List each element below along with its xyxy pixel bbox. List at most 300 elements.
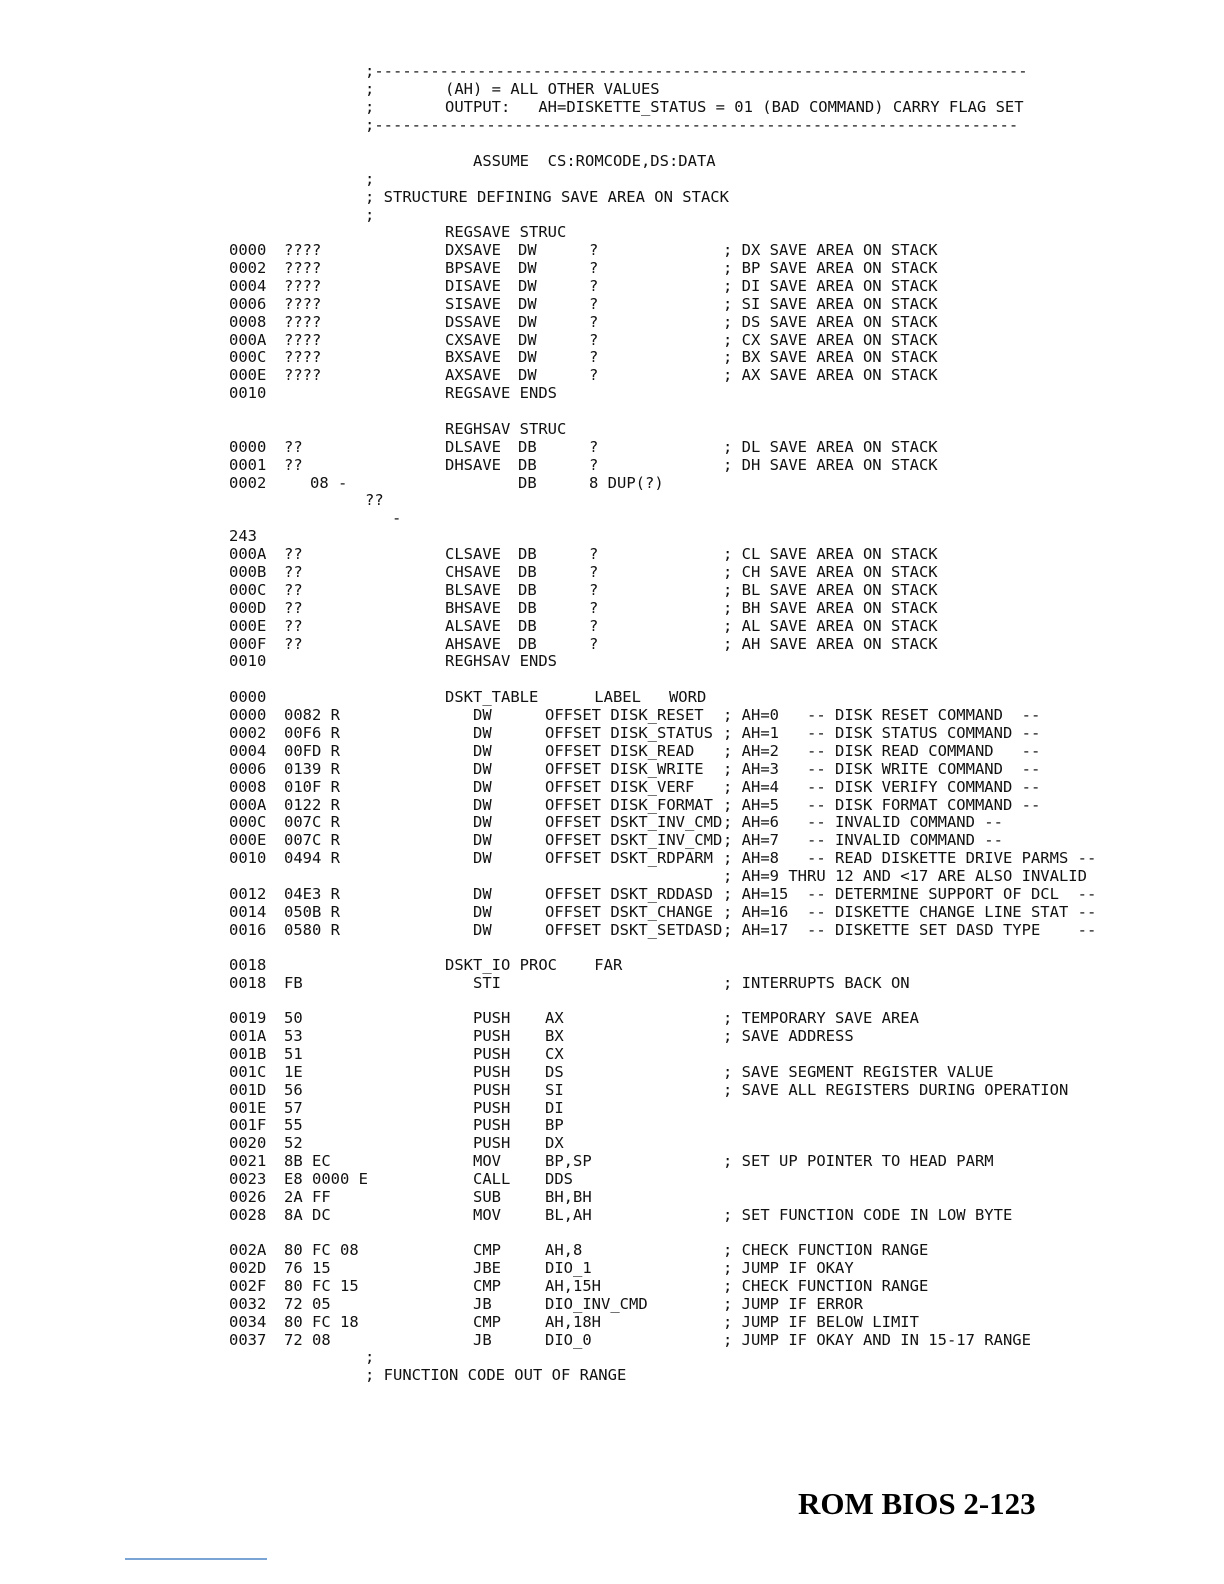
- object-code: ??: [284, 455, 303, 474]
- operand: BX: [545, 1026, 564, 1045]
- operand: ?: [589, 241, 599, 259]
- comment: ; CHECK FUNCTION RANGE: [723, 1276, 929, 1295]
- object-code: 007C R: [284, 831, 340, 850]
- mnemonic: MOV: [473, 1152, 501, 1171]
- comment: ; BP SAVE AREA ON STACK: [723, 258, 938, 277]
- operand: AH,8: [545, 1241, 583, 1259]
- struct-comment-blank: [0, 170, 1224, 188]
- dup-end-line: [0, 527, 1224, 545]
- object-code: 8B EC: [284, 1152, 331, 1171]
- code-line: [0, 849, 1224, 867]
- operand: ?: [589, 258, 599, 277]
- object-code: 80 FC 08: [284, 1241, 359, 1259]
- object-code: 050B R: [284, 902, 340, 921]
- object-code: ??: [284, 438, 303, 456]
- code-line: [0, 1152, 1224, 1170]
- header-rule-bottom: [0, 116, 1224, 134]
- address: 002A: [229, 1241, 267, 1259]
- semicolon: ;: [365, 98, 375, 116]
- directive: DB: [518, 616, 537, 635]
- object-code: 0139 R: [284, 759, 340, 778]
- object-code: 72 05: [284, 1294, 331, 1313]
- comment: ; CH SAVE AREA ON STACK: [723, 562, 938, 581]
- dup-line: [0, 474, 1224, 492]
- code-line: [0, 778, 1224, 796]
- mnemonic: PUSH: [473, 1080, 511, 1099]
- operand: OFFSET DISK_RESET: [545, 706, 704, 724]
- comment: ; AH=4 -- DISK VERIFY COMMAND --: [723, 777, 1041, 796]
- code-line: [0, 885, 1224, 903]
- code-line: [0, 1331, 1224, 1349]
- object-code: ????: [284, 330, 322, 349]
- mnemonic: DW: [473, 741, 492, 760]
- address: 000C: [229, 348, 267, 367]
- comment: ; INTERRUPTS BACK ON: [723, 974, 910, 992]
- header-line-1: [0, 80, 1224, 98]
- code-line: [0, 742, 1224, 760]
- address: 0000: [229, 706, 267, 724]
- code-line: [0, 760, 1224, 778]
- struc-field-line: [0, 617, 1224, 635]
- code-line: [0, 1081, 1224, 1099]
- directive: DB: [518, 545, 537, 563]
- address: 0000: [229, 438, 267, 456]
- address: 000A: [229, 795, 267, 814]
- comment-text: ; FUNCTION CODE OUT OF RANGE: [365, 1366, 627, 1384]
- object-code: ????: [284, 348, 322, 367]
- address: 0019: [229, 1009, 267, 1027]
- struc-field-line: [0, 599, 1224, 617]
- comment: ; TEMPORARY SAVE AREA: [723, 1009, 919, 1027]
- code-line: [0, 1116, 1224, 1134]
- code-line: [0, 724, 1224, 742]
- code-line: [0, 1170, 1224, 1188]
- operand: SI: [545, 1080, 564, 1099]
- comment: ; AH=16 -- DISKETTE CHANGE LINE STAT --: [723, 902, 1097, 921]
- field-label: BPSAVE: [445, 258, 501, 277]
- operand: 8 DUP(?): [589, 474, 664, 492]
- code-line: [0, 903, 1224, 921]
- operand: AH,18H: [545, 1312, 601, 1331]
- operand: OFFSET DISK_STATUS: [545, 723, 713, 742]
- struc-field-line: [0, 438, 1224, 456]
- code-line: [0, 813, 1224, 831]
- address: 002F: [229, 1276, 267, 1295]
- code-line: [0, 1313, 1224, 1331]
- comment: ; BX SAVE AREA ON STACK: [723, 348, 938, 367]
- field-label: BLSAVE: [445, 580, 501, 599]
- address: 0010: [229, 384, 267, 402]
- struc-field-line: [0, 581, 1224, 599]
- object-code: 010F R: [284, 777, 340, 796]
- field-label: CXSAVE: [445, 330, 501, 349]
- directive: DW: [518, 276, 537, 295]
- semicolon: ;: [365, 170, 375, 188]
- mnemonic: PUSH: [473, 1009, 511, 1027]
- object-code: 0122 R: [284, 795, 340, 814]
- object-code: 0082 R: [284, 706, 340, 724]
- operand: OFFSET DISK_FORMAT: [545, 795, 713, 814]
- struct-comment-blank: [0, 206, 1224, 224]
- object-code: 00FD R: [284, 741, 340, 760]
- directive: DW: [518, 258, 537, 277]
- address: 0000: [229, 688, 267, 706]
- comment: ; BL SAVE AREA ON STACK: [723, 580, 938, 599]
- struc-header: REGSAVE STRUC: [445, 223, 567, 241]
- address: 000C: [229, 580, 267, 599]
- code-line: [0, 1009, 1224, 1027]
- operand: DDS: [545, 1170, 573, 1189]
- ends-text: REGSAVE ENDS: [445, 384, 557, 402]
- field-label: DISAVE: [445, 276, 501, 295]
- dskt-table-header: [0, 688, 1224, 706]
- address: 0023: [229, 1170, 267, 1189]
- dup-dash: -: [392, 509, 402, 527]
- comment: ; AH=7 -- INVALID COMMAND --: [723, 831, 1003, 850]
- address: 0004: [229, 276, 267, 295]
- address: 0002: [229, 474, 267, 492]
- object-code: 56: [284, 1080, 303, 1099]
- comment: ; AX SAVE AREA ON STACK: [723, 366, 938, 385]
- address: 001D: [229, 1080, 267, 1099]
- mnemonic: DW: [473, 759, 492, 778]
- operand: BH,BH: [545, 1188, 592, 1206]
- address: 0018: [229, 956, 267, 974]
- object-code: ????: [284, 312, 322, 331]
- operand: DIO_0: [545, 1330, 592, 1349]
- address: 002D: [229, 1258, 267, 1277]
- address: 0002: [229, 723, 267, 742]
- directive: DW: [518, 348, 537, 367]
- address: 0008: [229, 312, 267, 331]
- comment: ; JUMP IF OKAY: [723, 1258, 854, 1277]
- decorative-underline: [125, 1558, 267, 1560]
- mnemonic: CALL: [473, 1170, 511, 1189]
- object-code: 72 08: [284, 1330, 331, 1349]
- address: 0032: [229, 1294, 267, 1313]
- address: 0001: [229, 455, 267, 474]
- address: 0021: [229, 1152, 267, 1171]
- page-footer: ROM BIOS 2-123: [798, 1486, 1036, 1521]
- mnemonic: CMP: [473, 1241, 501, 1259]
- comment: ; DS SAVE AREA ON STACK: [723, 312, 938, 331]
- code-line: [0, 974, 1224, 992]
- operand: ?: [589, 330, 599, 349]
- field-label: DLSAVE: [445, 438, 501, 456]
- directive: DW: [518, 330, 537, 349]
- ends-text: REGHSAV ENDS: [445, 652, 557, 670]
- field-label: AHSAVE: [445, 634, 501, 653]
- object-code: ??: [284, 562, 303, 581]
- object-code: 04E3 R: [284, 885, 340, 903]
- directive: DB: [518, 580, 537, 599]
- operand: OFFSET DSKT_RDPARM: [545, 849, 713, 868]
- directive: DB: [518, 438, 537, 456]
- label-header: DSKT_TABLE LABEL WORD: [445, 688, 707, 706]
- operand: ?: [589, 455, 599, 474]
- object-code: ????: [284, 241, 322, 259]
- address: 000E: [229, 831, 267, 850]
- mnemonic: DW: [473, 902, 492, 921]
- dup-dash-line: [0, 509, 1224, 527]
- address: 0012: [229, 885, 267, 903]
- address: 000C: [229, 813, 267, 832]
- field-label: BXSAVE: [445, 348, 501, 367]
- address: 000E: [229, 366, 267, 385]
- code-line: [0, 1027, 1224, 1045]
- directive: DW: [518, 366, 537, 385]
- dskt-io-proc: [0, 956, 1224, 974]
- comment: ; CHECK FUNCTION RANGE: [723, 1241, 929, 1259]
- comment: ; AH=3 -- DISK WRITE COMMAND --: [723, 759, 1041, 778]
- address: 0028: [229, 1205, 267, 1224]
- code-line: [0, 831, 1224, 849]
- code-line: [0, 1206, 1224, 1224]
- operand: CX: [545, 1044, 564, 1063]
- operand: ?: [589, 545, 599, 563]
- semicolon: ;: [365, 1348, 375, 1366]
- mnemonic: PUSH: [473, 1098, 511, 1117]
- object-code: ??: [284, 616, 303, 635]
- operand: BP: [545, 1116, 564, 1135]
- object-code: 8A DC: [284, 1205, 331, 1224]
- address: 0026: [229, 1188, 267, 1206]
- dup-value: ??: [365, 491, 384, 509]
- object-code: 0580 R: [284, 920, 340, 939]
- mnemonic: CMP: [473, 1312, 501, 1331]
- address: 0018: [229, 974, 267, 992]
- comment: ; SI SAVE AREA ON STACK: [723, 294, 938, 313]
- code-line: [0, 1241, 1224, 1259]
- operand: OFFSET DISK_READ: [545, 741, 695, 760]
- operand: DIO_INV_CMD: [545, 1294, 648, 1313]
- operand: DX: [545, 1134, 564, 1153]
- struc-field-line: [0, 545, 1224, 563]
- object-code: ????: [284, 366, 322, 385]
- directive: DB: [518, 474, 537, 492]
- object-code: ??: [284, 634, 303, 653]
- address: 0020: [229, 1134, 267, 1153]
- address: 000E: [229, 616, 267, 635]
- comment: ; JUMP IF OKAY AND IN 15-17 RANGE: [723, 1330, 1031, 1349]
- semicolon: ;: [365, 80, 375, 98]
- comment: ; SET UP POINTER TO HEAD PARM: [723, 1152, 994, 1171]
- operand: ?: [589, 276, 599, 295]
- code-line: [0, 1295, 1224, 1313]
- operand: ?: [589, 294, 599, 313]
- code-line: [0, 1188, 1224, 1206]
- comment: ; AH=6 -- INVALID COMMAND --: [723, 813, 1003, 832]
- address: 0034: [229, 1312, 267, 1331]
- directive: DB: [518, 598, 537, 617]
- object-code: 80 FC 18: [284, 1312, 359, 1331]
- mnemonic: DW: [473, 777, 492, 796]
- comment: ; DI SAVE AREA ON STACK: [723, 276, 938, 295]
- object-code: 55: [284, 1116, 303, 1135]
- assume-text: ASSUME CS:ROMCODE,DS:DATA: [473, 152, 716, 170]
- mnemonic: PUSH: [473, 1062, 511, 1081]
- comment: ; SET FUNCTION CODE IN LOW BYTE: [723, 1205, 1013, 1224]
- mnemonic: DW: [473, 885, 492, 903]
- operand: AH,15H: [545, 1276, 601, 1295]
- object-code: 2A FF: [284, 1188, 331, 1206]
- reghsav-header: [0, 420, 1224, 438]
- field-label: BHSAVE: [445, 598, 501, 617]
- comment: ; SAVE ADDRESS: [723, 1026, 854, 1045]
- address: 0016: [229, 920, 267, 939]
- struc-field-line: [0, 277, 1224, 295]
- address: 0004: [229, 741, 267, 760]
- address: 001C: [229, 1062, 267, 1081]
- rule-text: ;---------------------------------------------------------------------: [365, 116, 1019, 134]
- comment: ; CX SAVE AREA ON STACK: [723, 330, 938, 349]
- object-code: 53: [284, 1026, 303, 1045]
- operand: ?: [589, 598, 599, 617]
- address: 0006: [229, 759, 267, 778]
- operand: DS: [545, 1062, 564, 1081]
- directive: DW: [518, 294, 537, 313]
- comment: ; SAVE ALL REGISTERS DURING OPERATION: [723, 1080, 1069, 1099]
- object-code: 0494 R: [284, 849, 340, 868]
- mnemonic: STI: [473, 974, 501, 992]
- header-text: (AH) = ALL OTHER VALUES: [445, 80, 660, 98]
- mnemonic: JB: [473, 1330, 492, 1349]
- object-code: 1E: [284, 1062, 303, 1081]
- struc-header: REGHSAV STRUC: [445, 420, 567, 438]
- mnemonic: CMP: [473, 1276, 501, 1295]
- regsave-header: [0, 223, 1224, 241]
- object-code: ??: [284, 598, 303, 617]
- comment: ; JUMP IF BELOW LIMIT: [723, 1312, 919, 1331]
- struc-field-line: [0, 331, 1224, 349]
- comment: ; AH=5 -- DISK FORMAT COMMAND --: [723, 795, 1041, 814]
- comment: ; DH SAVE AREA ON STACK: [723, 455, 938, 474]
- mnemonic: SUB: [473, 1188, 501, 1206]
- address: 000D: [229, 598, 267, 617]
- mnemonic: PUSH: [473, 1026, 511, 1045]
- operand: BL,AH: [545, 1205, 592, 1224]
- directive: DB: [518, 455, 537, 474]
- field-label: DXSAVE: [445, 241, 501, 259]
- dup-end: 243: [229, 527, 257, 545]
- object-code: E8 0000 E: [284, 1170, 368, 1189]
- code-line: [0, 1045, 1224, 1063]
- field-label: CLSAVE: [445, 545, 501, 563]
- object-code: 007C R: [284, 813, 340, 832]
- address: 0008: [229, 777, 267, 796]
- directive: DW: [518, 241, 537, 259]
- directive: DW: [518, 312, 537, 331]
- address: 0000: [229, 241, 267, 259]
- proc-header: DSKT_IO PROC FAR: [445, 956, 623, 974]
- struc-field-line: [0, 259, 1224, 277]
- comment: ; AL SAVE AREA ON STACK: [723, 616, 938, 635]
- address: 000A: [229, 330, 267, 349]
- mnemonic: DW: [473, 706, 492, 724]
- object-code: 51: [284, 1044, 303, 1063]
- comment: ; AH=8 -- READ DISKETTE DRIVE PARMS --: [723, 849, 1097, 868]
- mnemonic: MOV: [473, 1205, 501, 1224]
- tail-comment: [0, 1366, 1224, 1384]
- mnemonic: DW: [473, 813, 492, 832]
- operand: OFFSET DSKT_INV_CMD: [545, 813, 723, 832]
- header-text: OUTPUT: AH=DISKETTE_STATUS = 01 (BAD COMMAND) CARRY FLAG SET: [445, 98, 1024, 116]
- field-label: DSSAVE: [445, 312, 501, 331]
- code-line: [0, 921, 1224, 939]
- operand: OFFSET DISK_VERF: [545, 777, 695, 796]
- address: 0014: [229, 902, 267, 921]
- operand: ?: [589, 312, 599, 331]
- address: 000A: [229, 545, 267, 563]
- object-code: ??: [284, 580, 303, 599]
- address: 000F: [229, 634, 267, 653]
- comment: ; DX SAVE AREA ON STACK: [723, 241, 938, 259]
- object-code: 57: [284, 1098, 303, 1117]
- object-code: ??: [284, 545, 303, 563]
- operand: ?: [589, 616, 599, 635]
- code-line: [0, 1259, 1224, 1277]
- directive: DB: [518, 634, 537, 653]
- mnemonic: PUSH: [473, 1134, 511, 1153]
- field-label: SISAVE: [445, 294, 501, 313]
- object-code: 08 -: [310, 474, 348, 492]
- operand: ?: [589, 348, 599, 367]
- address: 000B: [229, 562, 267, 581]
- field-label: AXSAVE: [445, 366, 501, 385]
- comment: ; SAVE SEGMENT REGISTER VALUE: [723, 1062, 994, 1081]
- object-code: 50: [284, 1009, 303, 1027]
- header-line-2: [0, 98, 1224, 116]
- field-label: CHSAVE: [445, 562, 501, 581]
- code-line: [0, 1099, 1224, 1117]
- struc-field-line: [0, 348, 1224, 366]
- object-code: FB: [284, 974, 303, 992]
- semicolon: ;: [365, 206, 375, 224]
- object-code: ????: [284, 294, 322, 313]
- comment: ; AH SAVE AREA ON STACK: [723, 634, 938, 653]
- comment-text: ; STRUCTURE DEFINING SAVE AREA ON STACK: [365, 188, 729, 206]
- operand: ?: [589, 438, 599, 456]
- struc-field-line: [0, 295, 1224, 313]
- mnemonic: DW: [473, 849, 492, 868]
- comment: ; AH=1 -- DISK STATUS COMMAND --: [723, 723, 1041, 742]
- regsave-end: [0, 384, 1224, 402]
- code-line: [0, 706, 1224, 724]
- mnemonic: JBE: [473, 1258, 501, 1277]
- comment: ; AH=9 THRU 12 AND <17 ARE ALSO INVALID: [723, 867, 1087, 886]
- comment: ; JUMP IF ERROR: [723, 1294, 863, 1313]
- mnemonic: DW: [473, 920, 492, 939]
- comment: ; AH=0 -- DISK RESET COMMAND --: [723, 706, 1041, 724]
- dup-q-line: [0, 491, 1224, 509]
- object-code: 76 15: [284, 1258, 331, 1277]
- operand: DIO_1: [545, 1258, 592, 1277]
- operand: ?: [589, 634, 599, 653]
- operand: OFFSET DSKT_SETDASD: [545, 920, 723, 939]
- operand: ?: [589, 366, 599, 385]
- field-label: ALSAVE: [445, 616, 501, 635]
- address: 001A: [229, 1026, 267, 1045]
- tail-comment-blank: [0, 1348, 1224, 1366]
- address: 001E: [229, 1098, 267, 1117]
- code-line: [0, 1277, 1224, 1295]
- header-rule-top: [0, 62, 1224, 80]
- struc-field-line: [0, 313, 1224, 331]
- comment: ; CL SAVE AREA ON STACK: [723, 545, 938, 563]
- mnemonic: PUSH: [473, 1116, 511, 1135]
- object-code: 52: [284, 1134, 303, 1153]
- address: 001F: [229, 1116, 267, 1135]
